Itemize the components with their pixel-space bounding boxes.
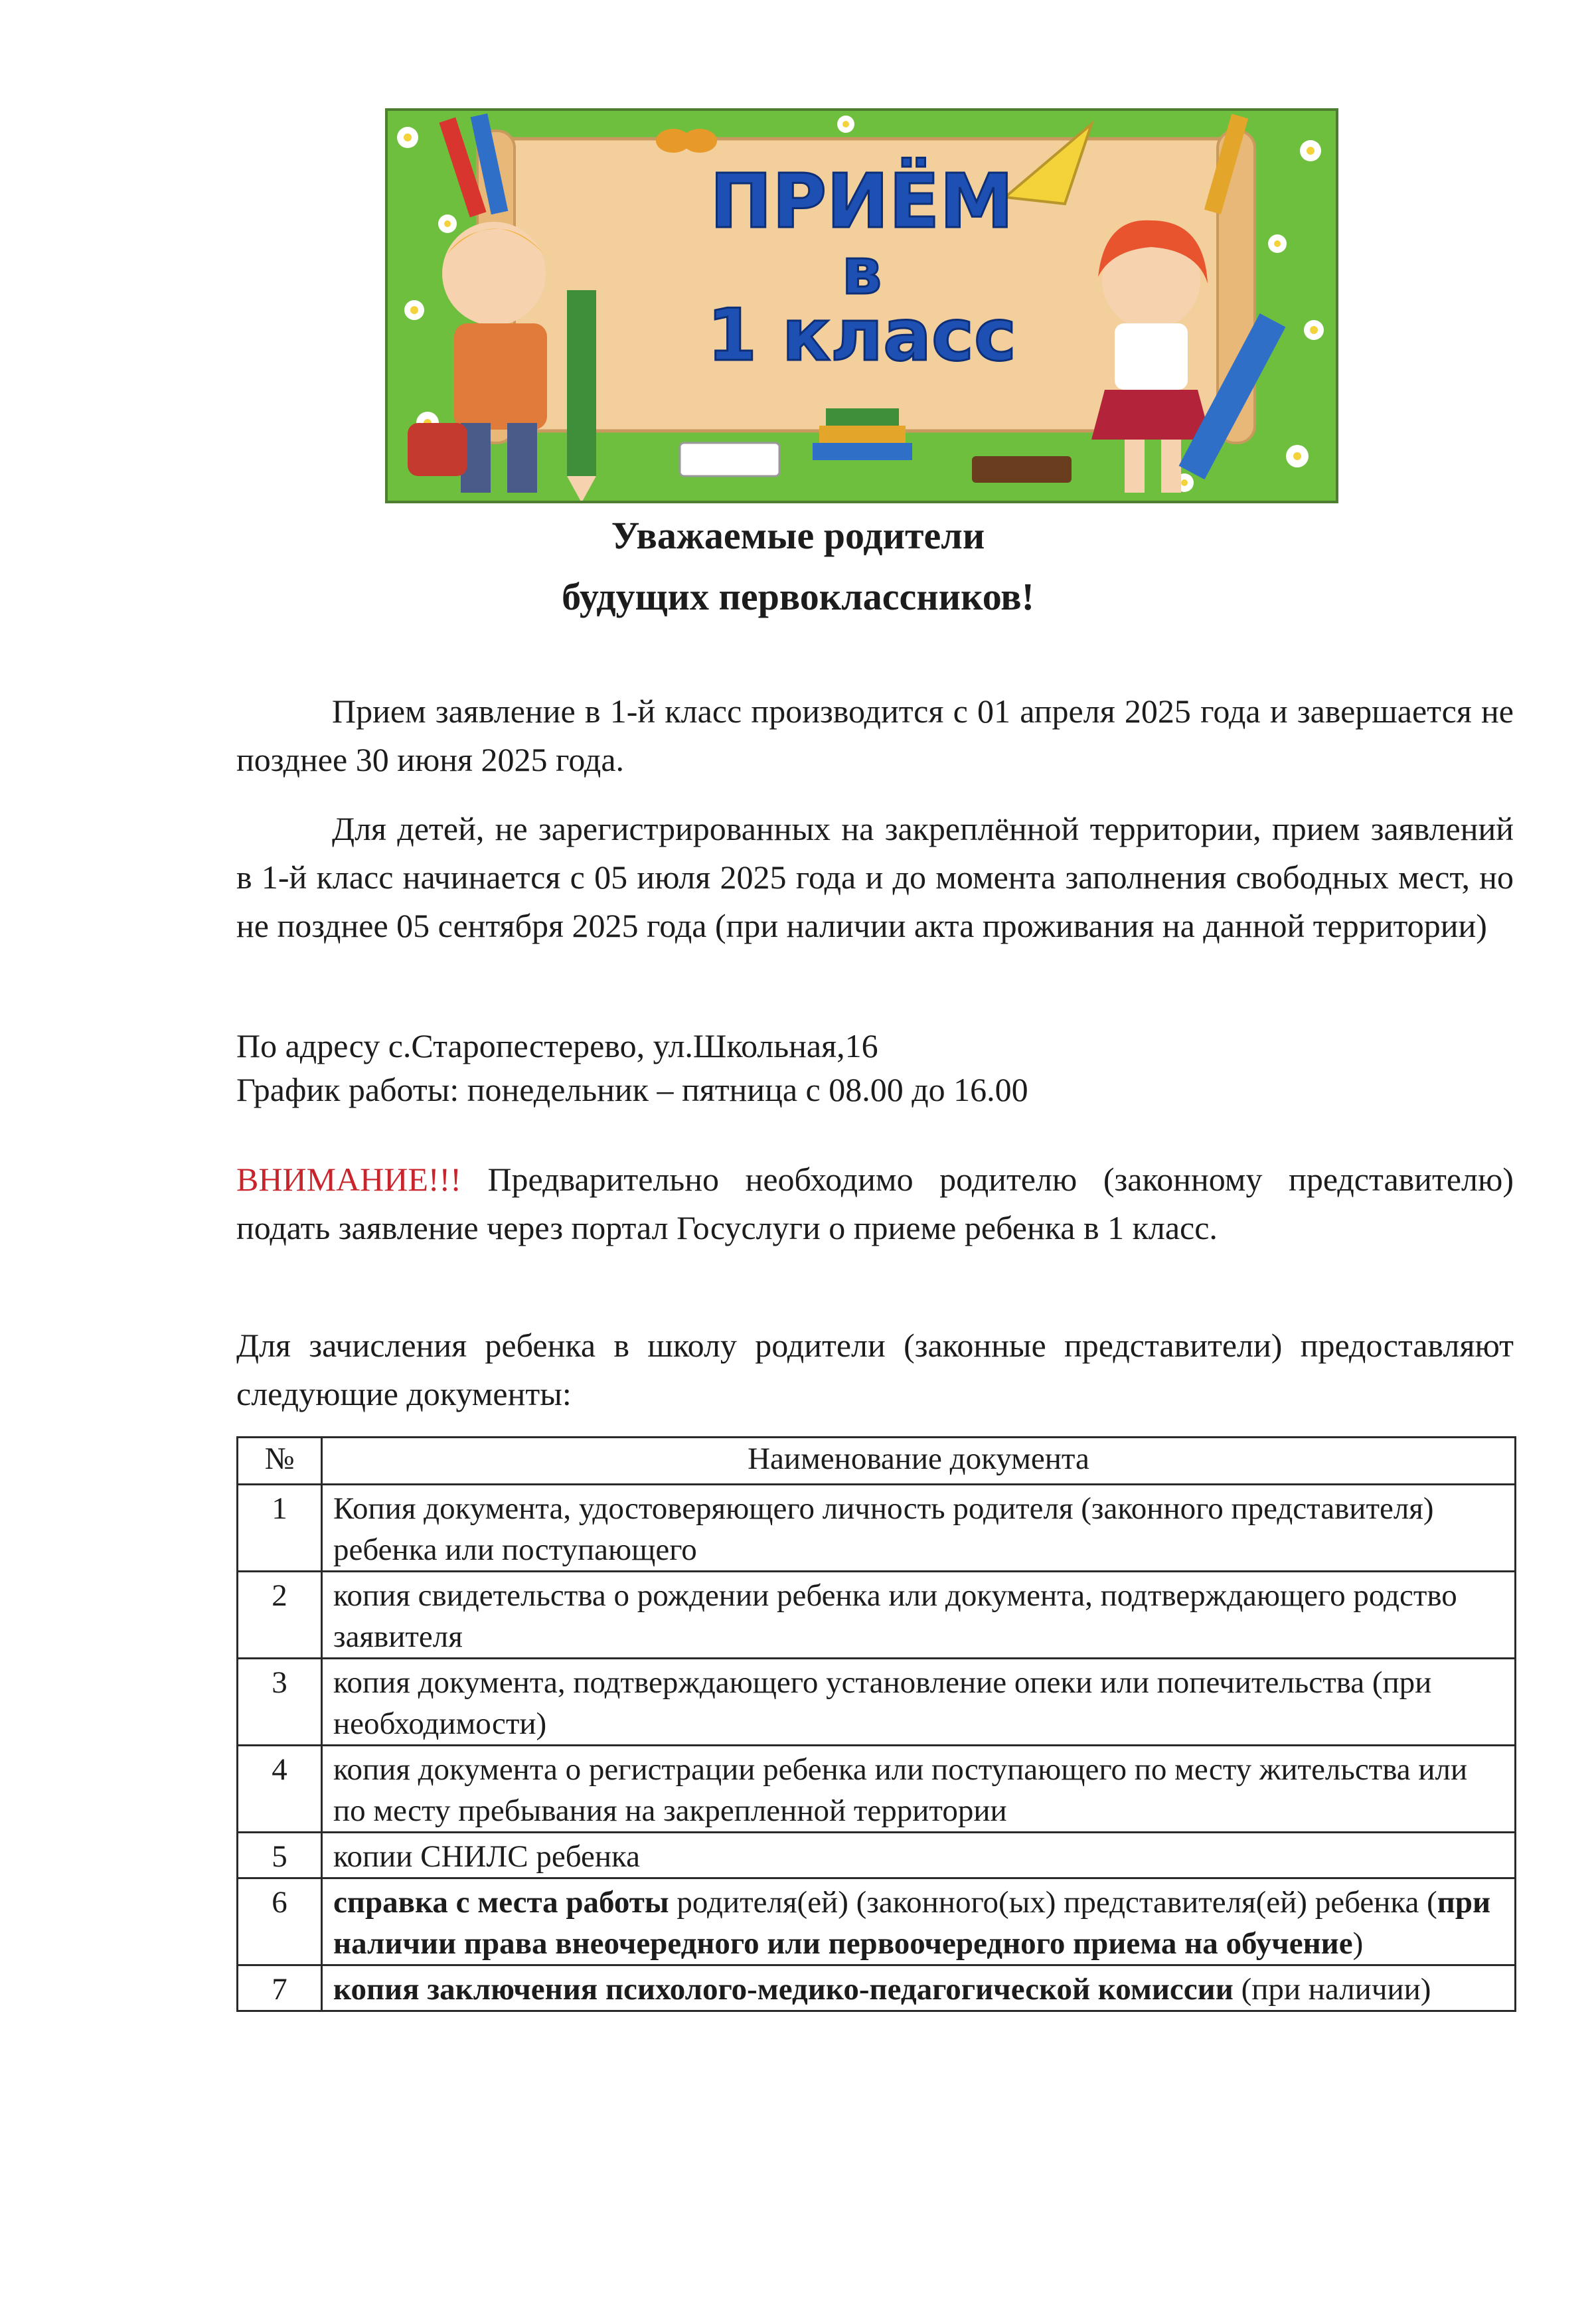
admission-banner <box>385 108 1338 503</box>
attention-label: ВНИМАНИЕ!!! <box>236 1161 461 1198</box>
row-regular-part: родителя(ей) (законного(ых) представителя(ей) ребенка ( <box>669 1885 1437 1920</box>
table-row <box>238 1965 1516 2011</box>
row-text: Копия документа, удостоверяющего личность родителя (законного представителя) ребенка или поступающего <box>322 1485 1516 1572</box>
banner-illustration <box>388 111 1336 501</box>
row-number: 5 <box>238 1833 322 1878</box>
banner-title-line3: 1 класс <box>706 294 1017 377</box>
row-number: 3 <box>238 1659 322 1746</box>
greeting-line1: Уважаемые родители <box>611 514 985 557</box>
row-text <box>322 1878 1516 1965</box>
row-text: копии СНИЛС ребенка <box>322 1833 1516 1878</box>
row-regular-part: (при наличии) <box>1233 1972 1431 2007</box>
row-number: 4 <box>238 1746 322 1833</box>
table-row <box>238 1485 1516 1572</box>
row-text: копия документа, подтверждающего установление опеки или попечительства (при необходимости) <box>322 1659 1516 1746</box>
address-line: По адресу с.Старопестерево, ул.Школьная,16 <box>236 1027 878 1064</box>
row-number: 2 <box>238 1572 322 1659</box>
table-row <box>238 1659 1516 1746</box>
attention-text: Предварительно необходимо родителю (законному представителю) подать заявление через портал Госуслуги о приеме ребенка в 1 класс. <box>236 1161 1514 1246</box>
table-header-name: Наименование документа <box>322 1438 1516 1485</box>
table-row <box>238 1746 1516 1833</box>
greeting-line2: будущих первоклассников! <box>562 575 1034 618</box>
table-header-number: № <box>238 1438 322 1485</box>
row-bold-part: копия заключения психолого-медико-педагогической комиссии <box>333 1972 1234 2007</box>
table-row <box>238 1878 1516 1965</box>
row-number: 1 <box>238 1485 322 1572</box>
schedule-line: График работы: понедельник – пятница с 08.00 до 16.00 <box>236 1071 1028 1108</box>
banner-title-line2: в <box>841 234 882 309</box>
row-bold-part: при наличии права внеочередного или первоочередного приема на обучение <box>333 1885 1491 1961</box>
row-text <box>322 1965 1516 2011</box>
paragraph-admission-dates: Прием заявление в 1-й класс производится с 01 апреля 2025 года и завершается не позднее 30 июня 2025 года. <box>236 693 1514 778</box>
row-text: копия свидетельства о рождении ребенка или документа, подтверждающего родство заявителя <box>322 1572 1516 1659</box>
table-header-row <box>238 1438 1516 1485</box>
documents-table <box>236 1436 1516 2012</box>
row-number: 6 <box>238 1878 322 1965</box>
row-bold-part: справка с места работы <box>333 1885 669 1920</box>
row-regular-part: ) <box>1352 1926 1364 1961</box>
table-row <box>238 1572 1516 1659</box>
row-number: 7 <box>238 1965 322 2011</box>
banner-title-line1: ПРИЁМ <box>710 159 1014 245</box>
table-row <box>238 1833 1516 1878</box>
attention-paragraph <box>236 1155 1514 1252</box>
row-text: копия документа о регистрации ребенка или поступающего по месту жительства или по месту пребывания на закрепленной территории <box>322 1746 1516 1833</box>
paragraph-non-registered: Для детей, не зарегистрированных на закреплённой территории, прием заявлений в 1-й класс начинается с 05 июля 2025 года и до момента заполнения свободных мест, но не позднее 05 сентября 2025 года (при наличии акта проживания на данной территории) <box>236 810 1514 944</box>
documents-intro: Для зачисления ребенка в школу родители (законные представители) предоставляют следующие документы: <box>236 1327 1514 1412</box>
